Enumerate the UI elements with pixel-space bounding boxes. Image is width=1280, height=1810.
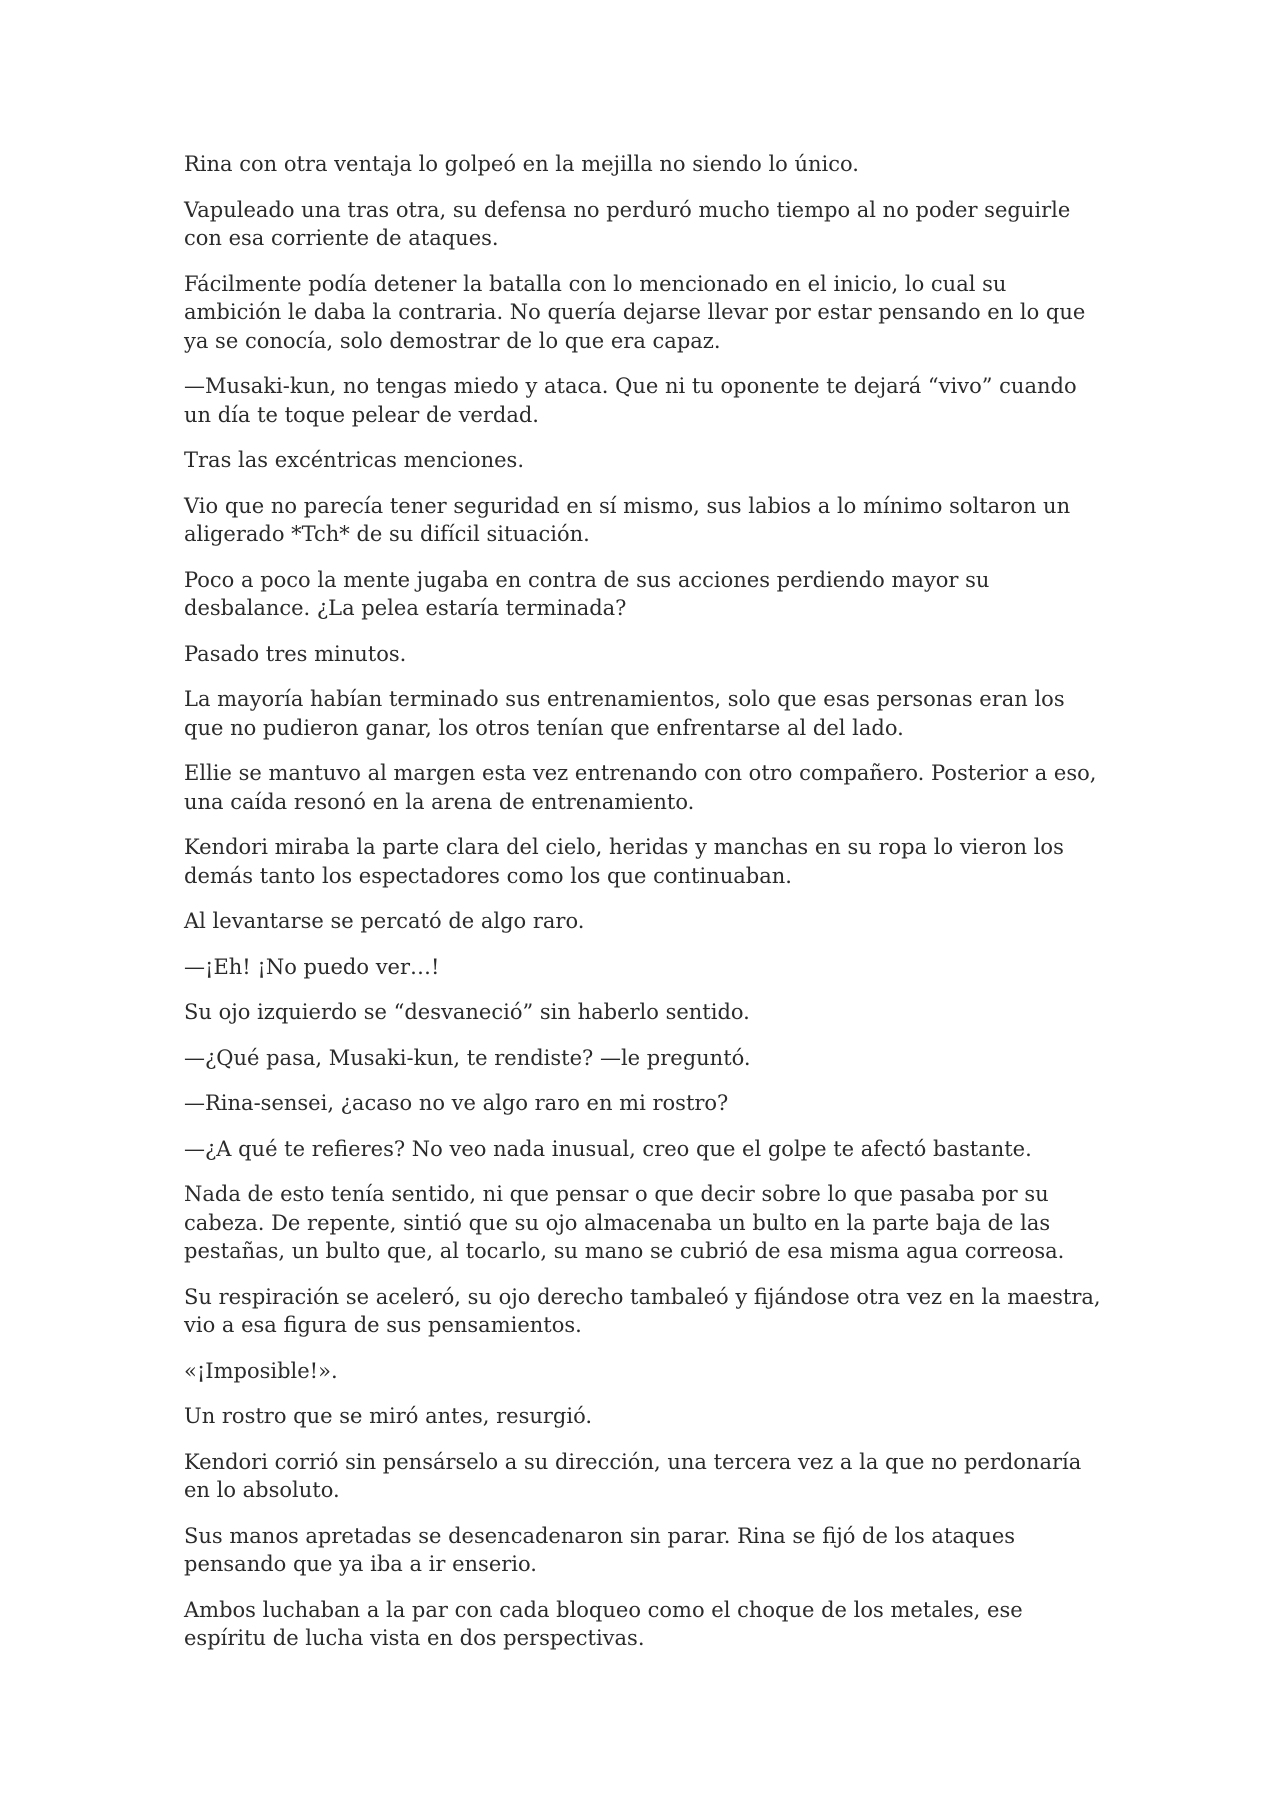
paragraph: —¡Eh! ¡No puedo ver…! <box>184 954 440 979</box>
paragraph: Su respiración se aceleró, su ojo derecho tambaleó y fijándose otra vez en la maestra, vio a esa figura de sus pensamientos. <box>184 1284 1101 1337</box>
paragraph: Pasado tres minutos. <box>184 641 407 666</box>
paragraph: —Rina-sensei, ¿acaso no ve algo raro en mi rostro? <box>184 1091 729 1115</box>
paragraph: Un rostro que se miró antes, resurgió. <box>184 1404 593 1428</box>
paragraph: Kendori corrió sin pensárselo a su dirección, una tercera vez a la que no perdonaría en lo absoluto. <box>184 1449 1082 1502</box>
paragraph: Fácilmente podía detener la batalla con lo mencionado en el inicio, lo cual su ambición le daba la contraria. No quería dejarse llevar por estar pensando en lo que ya se conocía, solo demostrar de lo que era capaz. <box>184 271 1086 353</box>
paragraph: Ambos luchaban a la par con cada bloqueo como el choque de los metales, ese espíritu de lucha vista en dos perspectivas. <box>184 1597 1023 1650</box>
paragraph: La mayoría habían terminado sus entrenamientos, solo que esas personas eran los que no pudieron ganar, los otros tenían que enfrentarse al del lado. <box>184 687 1065 740</box>
paragraph: Kendori miraba la parte clara del cielo, heridas y manchas en su ropa lo vieron los demás tanto los espectadores como los que continuaban. <box>184 835 1064 888</box>
paragraph: Nada de esto tenía sentido, ni que pensar o que decir sobre lo que pasaba por su cabeza. De repente, sintió que su ojo almacenaba un bulto en la parte baja de las pestañas, un bulto que, al tocarlo, su mano se cubrió de esa misma agua correosa. <box>184 1182 1065 1263</box>
paragraph: Vio que no parecía tener seguridad en sí mismo, sus labios a lo mínimo soltaron un aligerado *Tch* de su difícil situación. <box>184 493 1071 546</box>
paragraph: Poco a poco la mente jugaba en contra de sus acciones perdiendo mayor su desbalance. ¿La pelea estaría terminada? <box>184 567 990 620</box>
paragraph: —¿A qué te refieres? No veo nada inusual, creo que el golpe te afectó bastante. <box>184 1136 1032 1161</box>
paragraph: —¿Qué pasa, Musaki-kun, te rendiste? —le preguntó. <box>184 1045 751 1070</box>
paragraph: Al levantarse se percató de algo raro. <box>184 909 585 933</box>
paragraph: Sus manos apretadas se desencadenaron sin parar. Rina se fijó de los ataques pensando que ya iba a ir enserio. <box>184 1523 1016 1576</box>
paragraph: Ellie se mantuvo al margen esta vez entrenando con otro compañero. Posterior a eso, una caída resonó en la arena de entrenamiento. <box>184 761 1097 814</box>
paragraph: Vapuleado una tras otra, su defensa no perduró mucho tiempo al no poder seguirle con esa corriente de ataques. <box>184 197 1071 250</box>
document-page <box>184 150 1104 1670</box>
paragraph: Tras las excéntricas menciones. <box>184 448 525 472</box>
paragraph: —Musaki-kun, no tengas miedo y ataca. Que ni tu oponente te dejará “vivo” cuando un día te toque pelear de verdad. <box>184 374 1077 427</box>
paragraph: Su ojo izquierdo se “desvaneció” sin haberlo sentido. <box>184 1000 750 1024</box>
paragraph: «¡Imposible!». <box>184 1358 338 1383</box>
paragraph: Rina con otra ventaja lo golpeó en la mejilla no siendo lo único. <box>184 152 859 176</box>
